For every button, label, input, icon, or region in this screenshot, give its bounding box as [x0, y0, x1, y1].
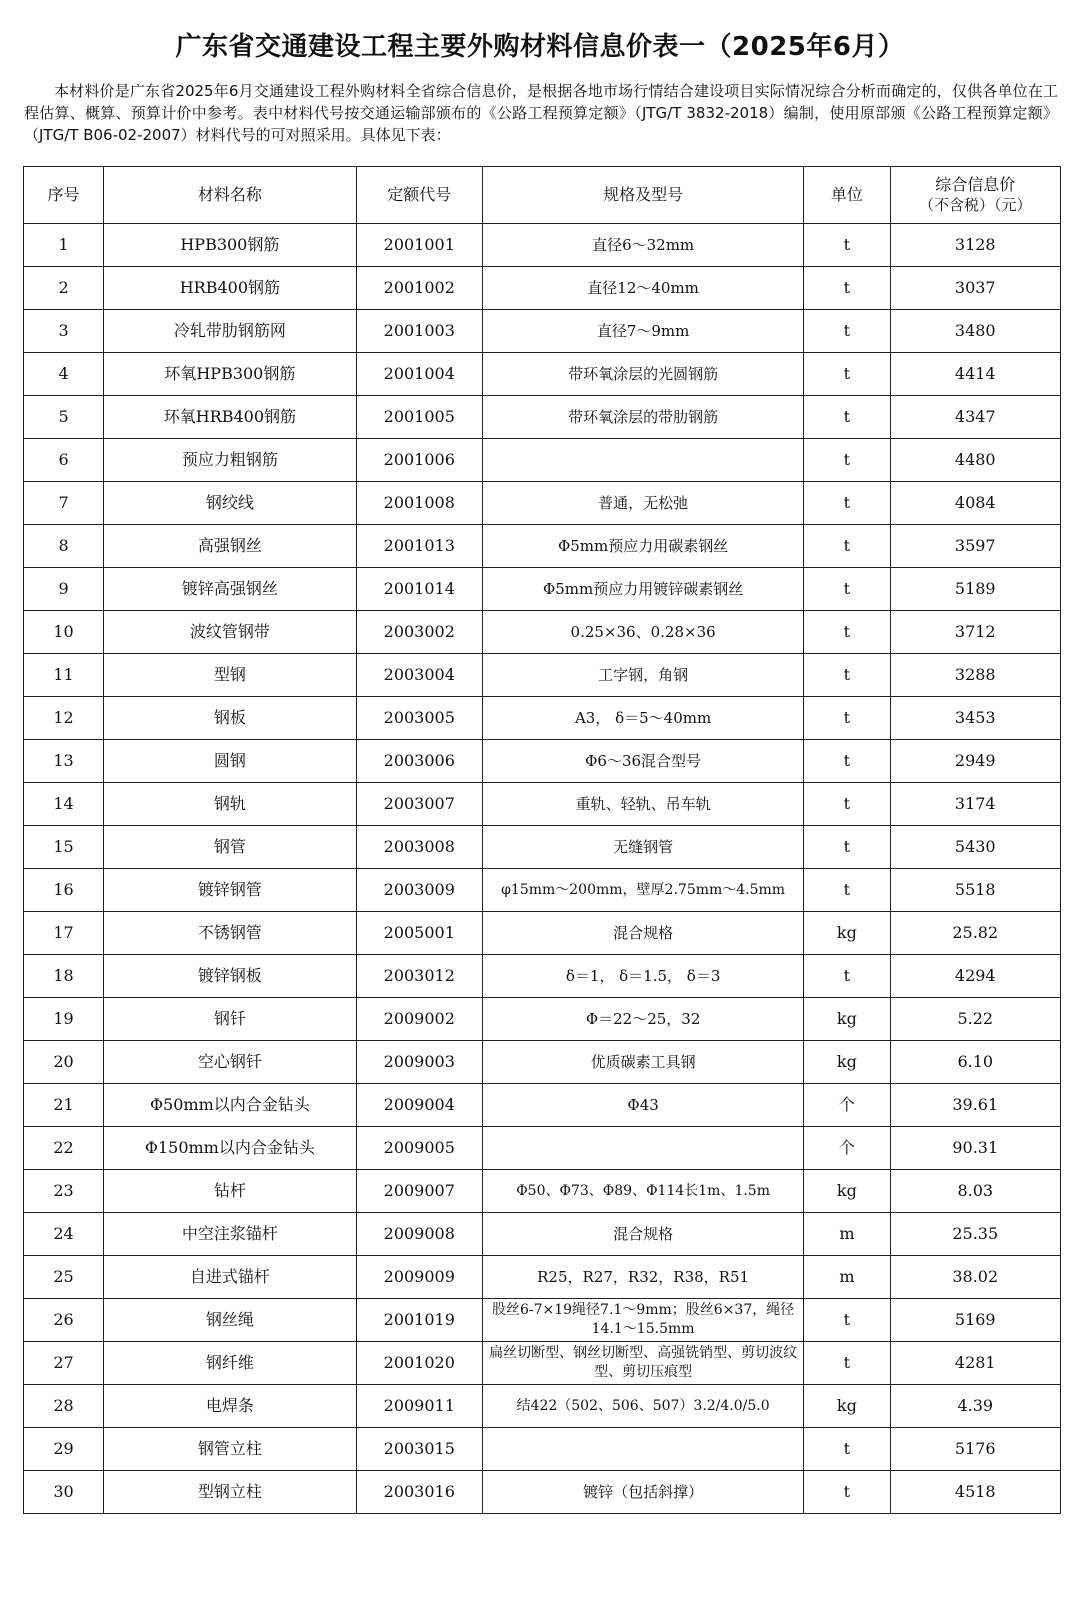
- cell-seq: 14: [24, 783, 104, 826]
- cell-material-name: Φ150mm以内合金钻头: [104, 1127, 357, 1170]
- cell-spec: [482, 1127, 803, 1170]
- table-row: [24, 1170, 1061, 1213]
- cell-unit: m: [804, 1256, 890, 1299]
- cell-spec: 重轨、轻轨、吊车轨: [482, 783, 803, 826]
- table-row: [24, 1256, 1061, 1299]
- table-row: [24, 611, 1061, 654]
- cell-spec: R25，R27，R32，R38，R51: [482, 1256, 803, 1299]
- cell-quota-code: 2009004: [356, 1084, 482, 1127]
- cell-unit: t: [804, 310, 890, 353]
- cell-material-name: HPB300钢筋: [104, 224, 357, 267]
- table-row: [24, 826, 1061, 869]
- cell-quota-code: 2009008: [356, 1213, 482, 1256]
- cell-unit: 个: [804, 1127, 890, 1170]
- table-row: [24, 482, 1061, 525]
- cell-seq: 2: [24, 267, 104, 310]
- cell-price: 90.31: [890, 1127, 1060, 1170]
- cell-spec: φ15mm～200mm，壁厚2.75mm～4.5mm: [482, 869, 803, 912]
- table-row: [24, 568, 1061, 611]
- cell-spec: δ＝1， δ＝1.5， δ＝3: [482, 955, 803, 998]
- table-row: [24, 998, 1061, 1041]
- cell-price: 2949: [890, 740, 1060, 783]
- table-row: [24, 353, 1061, 396]
- cell-quota-code: 2001019: [356, 1299, 482, 1342]
- cell-spec: 直径7～9mm: [482, 310, 803, 353]
- cell-unit: t: [804, 224, 890, 267]
- cell-price: 5169: [890, 1299, 1060, 1342]
- cell-seq: 30: [24, 1471, 104, 1514]
- cell-material-name: 钢管立柱: [104, 1428, 357, 1471]
- cell-price: 5430: [890, 826, 1060, 869]
- header-price-line2: （不含税）（元）: [919, 196, 1032, 214]
- cell-spec: 带环氧涂层的带肋钢筋: [482, 396, 803, 439]
- cell-seq: 5: [24, 396, 104, 439]
- cell-spec: 镀锌（包括斜撑）: [482, 1471, 803, 1514]
- cell-seq: 16: [24, 869, 104, 912]
- cell-price: 4480: [890, 439, 1060, 482]
- cell-seq: 26: [24, 1299, 104, 1342]
- cell-spec: 股丝6-7×19绳径7.1～9mm；股丝6×37，绳径14.1～15.5mm: [482, 1299, 803, 1342]
- cell-unit: kg: [804, 1041, 890, 1084]
- cell-unit: kg: [804, 998, 890, 1041]
- cell-quota-code: 2009007: [356, 1170, 482, 1213]
- cell-material-name: 镀锌高强钢丝: [104, 568, 357, 611]
- cell-unit: t: [804, 1428, 890, 1471]
- cell-material-name: 型钢立柱: [104, 1471, 357, 1514]
- cell-seq: 18: [24, 955, 104, 998]
- cell-price: 4281: [890, 1342, 1060, 1385]
- cell-price: 3128: [890, 224, 1060, 267]
- cell-price: 3597: [890, 525, 1060, 568]
- cell-quota-code: 2003005: [356, 697, 482, 740]
- table-row: [24, 1041, 1061, 1084]
- cell-material-name: 钢钎: [104, 998, 357, 1041]
- cell-spec: 0.25×36、0.28×36: [482, 611, 803, 654]
- cell-seq: 6: [24, 439, 104, 482]
- header-unit: 单位: [804, 167, 890, 224]
- cell-unit: t: [804, 654, 890, 697]
- cell-material-name: 钢板: [104, 697, 357, 740]
- table-row: [24, 1385, 1061, 1428]
- cell-unit: t: [804, 482, 890, 525]
- cell-price: 4.39: [890, 1385, 1060, 1428]
- table-row: [24, 955, 1061, 998]
- table-row: [24, 1299, 1061, 1342]
- cell-unit: t: [804, 1471, 890, 1514]
- cell-seq: 9: [24, 568, 104, 611]
- cell-unit: 个: [804, 1084, 890, 1127]
- cell-seq: 4: [24, 353, 104, 396]
- table-row: [24, 654, 1061, 697]
- cell-quota-code: 2001003: [356, 310, 482, 353]
- cell-seq: 11: [24, 654, 104, 697]
- cell-spec: Φ6～36混合型号: [482, 740, 803, 783]
- cell-unit: t: [804, 1342, 890, 1385]
- cell-seq: 8: [24, 525, 104, 568]
- cell-material-name: 钢管: [104, 826, 357, 869]
- cell-price: 3288: [890, 654, 1060, 697]
- table-body: [24, 224, 1061, 1514]
- cell-unit: t: [804, 783, 890, 826]
- table-row: [24, 1342, 1061, 1385]
- table-row: [24, 1213, 1061, 1256]
- cell-unit: t: [804, 396, 890, 439]
- cell-material-name: 钻杆: [104, 1170, 357, 1213]
- table-row: [24, 869, 1061, 912]
- cell-unit: m: [804, 1213, 890, 1256]
- cell-seq: 25: [24, 1256, 104, 1299]
- cell-spec: 混合规格: [482, 912, 803, 955]
- cell-unit: t: [804, 740, 890, 783]
- cell-quota-code: 2005001: [356, 912, 482, 955]
- cell-quota-code: 2003016: [356, 1471, 482, 1514]
- cell-material-name: 预应力粗钢筋: [104, 439, 357, 482]
- cell-spec: 无缝钢管: [482, 826, 803, 869]
- table-row: [24, 224, 1061, 267]
- intro-paragraph: 本材料价是广东省2025年6月交通建设工程外购材料全省综合信息价，是根据各地市场行情结合建设项目实际情况综合分析而确定的，仅供各单位在工程估算、概算、预算计价中参考。表中材料代号按交通运输部颁布的《公路工程预算定额》（JTG/T 3832-2018）编制，使用原部颁《公路工程预算定额》（JTG/T B06-02-2007）材料代号的可对照采用。具体见下表：: [24, 82, 1058, 144]
- cell-spec: Φ50、Φ73、Φ89、Φ114长1m、1.5m: [482, 1170, 803, 1213]
- cell-spec: 结422（502、506、507）3.2/4.0/5.0: [482, 1385, 803, 1428]
- cell-spec: Φ5mm预应力用碳素钢丝: [482, 525, 803, 568]
- cell-price: 4084: [890, 482, 1060, 525]
- cell-unit: t: [804, 826, 890, 869]
- cell-quota-code: 2001020: [356, 1342, 482, 1385]
- cell-spec: Φ＝22～25，32: [482, 998, 803, 1041]
- cell-material-name: 自进式锚杆: [104, 1256, 357, 1299]
- cell-unit: kg: [804, 1170, 890, 1213]
- table-row: [24, 1084, 1061, 1127]
- cell-seq: 22: [24, 1127, 104, 1170]
- cell-price: 5189: [890, 568, 1060, 611]
- cell-price: 39.61: [890, 1084, 1060, 1127]
- cell-price: 3480: [890, 310, 1060, 353]
- cell-spec: 带环氧涂层的光圆钢筋: [482, 353, 803, 396]
- header-code: 定额代号: [356, 167, 482, 224]
- cell-price: 38.02: [890, 1256, 1060, 1299]
- cell-quota-code: 2001014: [356, 568, 482, 611]
- cell-spec: 优质碳素工具钢: [482, 1041, 803, 1084]
- cell-quota-code: 2001005: [356, 396, 482, 439]
- header-spec: 规格及型号: [482, 167, 803, 224]
- cell-material-name: Φ50mm以内合金钻头: [104, 1084, 357, 1127]
- cell-quota-code: 2003012: [356, 955, 482, 998]
- table-row: [24, 697, 1061, 740]
- cell-unit: t: [804, 525, 890, 568]
- cell-price: 4518: [890, 1471, 1060, 1514]
- cell-material-name: 环氧HPB300钢筋: [104, 353, 357, 396]
- cell-material-name: HRB400钢筋: [104, 267, 357, 310]
- cell-price: 4414: [890, 353, 1060, 396]
- cell-seq: 19: [24, 998, 104, 1041]
- table-row: [24, 1471, 1061, 1514]
- cell-quota-code: 2003002: [356, 611, 482, 654]
- cell-material-name: 钢丝绳: [104, 1299, 357, 1342]
- cell-quota-code: 2009005: [356, 1127, 482, 1170]
- cell-unit: kg: [804, 912, 890, 955]
- cell-unit: t: [804, 955, 890, 998]
- cell-quota-code: 2009002: [356, 998, 482, 1041]
- cell-price: 8.03: [890, 1170, 1060, 1213]
- cell-spec: 混合规格: [482, 1213, 803, 1256]
- cell-material-name: 中空注浆锚杆: [104, 1213, 357, 1256]
- cell-material-name: 型钢: [104, 654, 357, 697]
- table-row: [24, 439, 1061, 482]
- header-price-line1: 综合信息价: [935, 175, 1016, 194]
- cell-quota-code: 2003009: [356, 869, 482, 912]
- cell-seq: 29: [24, 1428, 104, 1471]
- cell-price: 5518: [890, 869, 1060, 912]
- cell-material-name: 环氧HRB400钢筋: [104, 396, 357, 439]
- table-row: [24, 396, 1061, 439]
- table-row: [24, 783, 1061, 826]
- cell-unit: t: [804, 568, 890, 611]
- cell-unit: kg: [804, 1385, 890, 1428]
- cell-spec: 工字钢，角钢: [482, 654, 803, 697]
- table-header-row: [24, 167, 1061, 224]
- cell-price: 5.22: [890, 998, 1060, 1041]
- cell-spec: [482, 439, 803, 482]
- cell-seq: 15: [24, 826, 104, 869]
- cell-seq: 17: [24, 912, 104, 955]
- cell-unit: t: [804, 611, 890, 654]
- cell-material-name: 不锈钢管: [104, 912, 357, 955]
- cell-price: 25.82: [890, 912, 1060, 955]
- cell-price: 3037: [890, 267, 1060, 310]
- cell-quota-code: 2003006: [356, 740, 482, 783]
- cell-spec: 直径6～32mm: [482, 224, 803, 267]
- cell-price: 4294: [890, 955, 1060, 998]
- cell-quota-code: 2001002: [356, 267, 482, 310]
- cell-seq: 1: [24, 224, 104, 267]
- table-row: [24, 267, 1061, 310]
- cell-material-name: 圆钢: [104, 740, 357, 783]
- cell-seq: 3: [24, 310, 104, 353]
- cell-material-name: 钢轨: [104, 783, 357, 826]
- cell-price: 3174: [890, 783, 1060, 826]
- cell-quota-code: 2009011: [356, 1385, 482, 1428]
- cell-spec: Φ5mm预应力用镀锌碳素钢丝: [482, 568, 803, 611]
- cell-unit: t: [804, 1299, 890, 1342]
- cell-unit: t: [804, 439, 890, 482]
- cell-quota-code: 2003008: [356, 826, 482, 869]
- header-seq: 序号: [24, 167, 104, 224]
- table-row: [24, 1127, 1061, 1170]
- price-table: [23, 166, 1061, 1514]
- cell-quota-code: 2003004: [356, 654, 482, 697]
- header-name: 材料名称: [104, 167, 357, 224]
- cell-price: 4347: [890, 396, 1060, 439]
- cell-seq: 28: [24, 1385, 104, 1428]
- cell-quota-code: 2003015: [356, 1428, 482, 1471]
- cell-spec: 扁丝切断型、钢丝切断型、高强铣销型、剪切波纹型、剪切压痕型: [482, 1342, 803, 1385]
- cell-quota-code: 2001006: [356, 439, 482, 482]
- cell-material-name: 波纹管钢带: [104, 611, 357, 654]
- cell-quota-code: 2003007: [356, 783, 482, 826]
- cell-price: 3712: [890, 611, 1060, 654]
- cell-quota-code: 2009003: [356, 1041, 482, 1084]
- cell-spec: 普通，无松弛: [482, 482, 803, 525]
- cell-quota-code: 2001001: [356, 224, 482, 267]
- cell-quota-code: 2001004: [356, 353, 482, 396]
- cell-quota-code: 2001008: [356, 482, 482, 525]
- cell-price: 6.10: [890, 1041, 1060, 1084]
- cell-unit: t: [804, 267, 890, 310]
- table-row: [24, 525, 1061, 568]
- table-row: [24, 1428, 1061, 1471]
- cell-unit: t: [804, 869, 890, 912]
- cell-seq: 7: [24, 482, 104, 525]
- cell-quota-code: 2009009: [356, 1256, 482, 1299]
- cell-spec: 直径12～40mm: [482, 267, 803, 310]
- cell-material-name: 镀锌钢板: [104, 955, 357, 998]
- cell-seq: 12: [24, 697, 104, 740]
- cell-spec: A3， δ＝5～40mm: [482, 697, 803, 740]
- cell-material-name: 钢纤维: [104, 1342, 357, 1385]
- cell-material-name: 高强钢丝: [104, 525, 357, 568]
- header-price: [890, 167, 1060, 224]
- cell-unit: t: [804, 353, 890, 396]
- table-row: [24, 310, 1061, 353]
- page-title: 广东省交通建设工程主要外购材料信息价表一（2025年6月）: [175, 32, 905, 62]
- cell-spec: [482, 1428, 803, 1471]
- cell-material-name: 电焊条: [104, 1385, 357, 1428]
- cell-material-name: 冷轧带肋钢筋网: [104, 310, 357, 353]
- cell-price: 25.35: [890, 1213, 1060, 1256]
- cell-material-name: 钢绞线: [104, 482, 357, 525]
- cell-seq: 23: [24, 1170, 104, 1213]
- cell-seq: 13: [24, 740, 104, 783]
- cell-seq: 24: [24, 1213, 104, 1256]
- cell-unit: t: [804, 697, 890, 740]
- cell-material-name: 镀锌钢管: [104, 869, 357, 912]
- cell-quota-code: 2001013: [356, 525, 482, 568]
- cell-material-name: 空心钢钎: [104, 1041, 357, 1084]
- table-row: [24, 740, 1061, 783]
- cell-price: 3453: [890, 697, 1060, 740]
- cell-spec: Φ43: [482, 1084, 803, 1127]
- cell-seq: 10: [24, 611, 104, 654]
- cell-seq: 20: [24, 1041, 104, 1084]
- table-row: [24, 912, 1061, 955]
- cell-price: 5176: [890, 1428, 1060, 1471]
- cell-seq: 27: [24, 1342, 104, 1385]
- cell-seq: 21: [24, 1084, 104, 1127]
